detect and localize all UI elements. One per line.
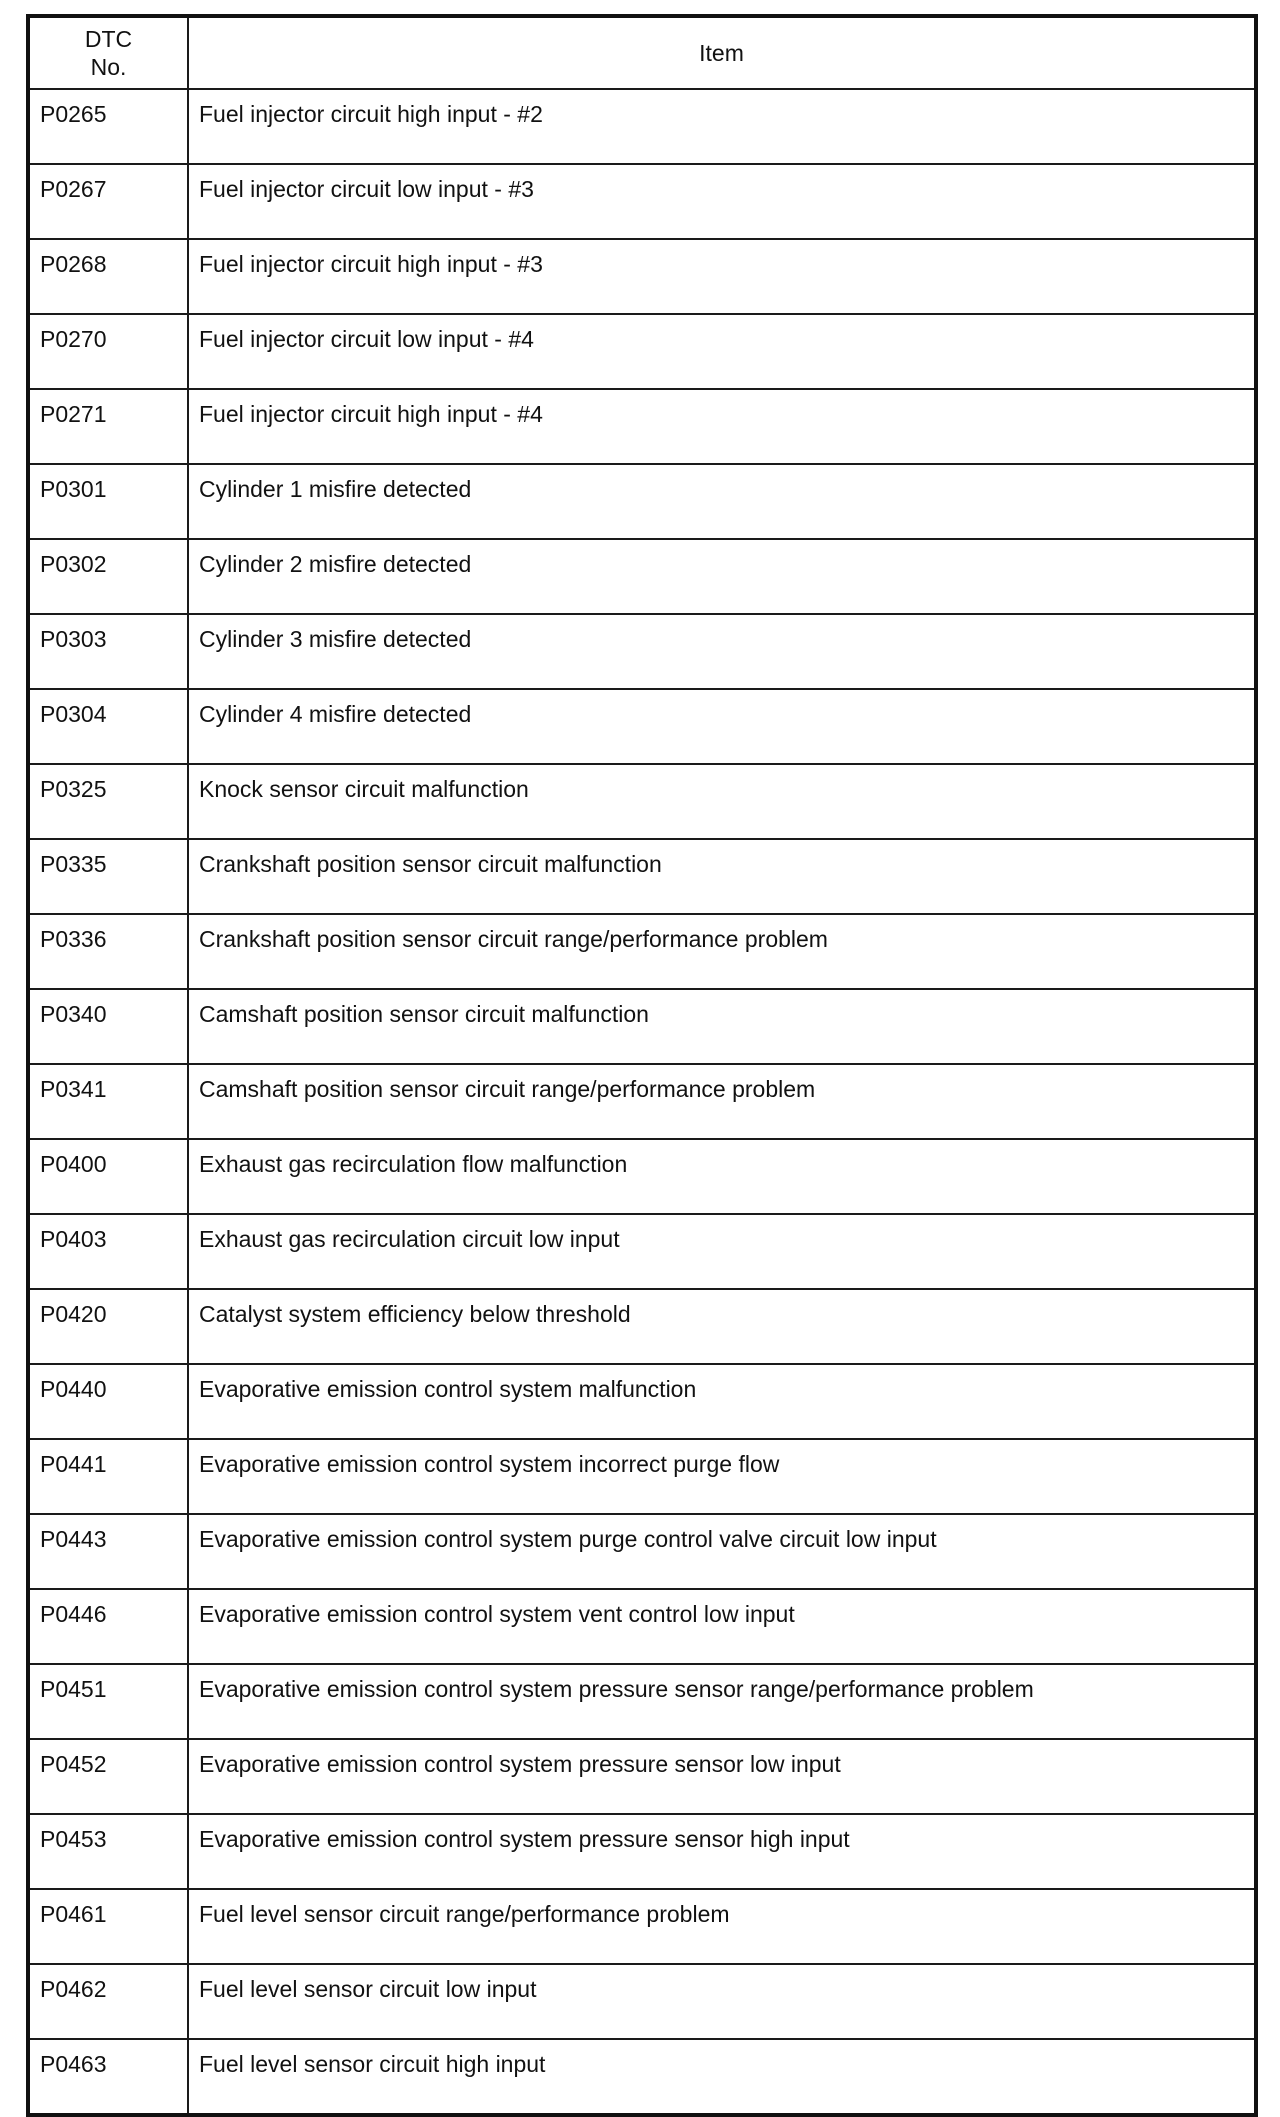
table-row (28, 1589, 1256, 1664)
table-row (28, 464, 1256, 539)
dtc-item-cell: Fuel level sensor circuit low input (188, 1964, 1256, 2039)
dtc-code-cell: P0340 (28, 989, 188, 1064)
dtc-code-cell: P0461 (28, 1889, 188, 1964)
dtc-code-cell: P0453 (28, 1814, 188, 1889)
table-row (28, 614, 1256, 689)
dtc-item-cell: Cylinder 4 misfire detected (188, 689, 1256, 764)
dtc-code-cell: P0304 (28, 689, 188, 764)
dtc-header-line2: No. (90, 54, 127, 80)
dtc-item-cell: Camshaft position sensor circuit malfunction (188, 989, 1256, 1064)
dtc-item-cell: Fuel level sensor circuit range/performance problem (188, 1889, 1256, 1964)
dtc-item-cell: Evaporative emission control system incorrect purge flow (188, 1439, 1256, 1514)
dtc-item-cell: Cylinder 1 misfire detected (188, 464, 1256, 539)
dtc-code-cell: P0325 (28, 764, 188, 839)
dtc-code-cell: P0265 (28, 89, 188, 164)
dtc-code-cell: P0302 (28, 539, 188, 614)
table-row (28, 539, 1256, 614)
dtc-item-cell: Knock sensor circuit malfunction (188, 764, 1256, 839)
dtc-code-cell: P0400 (28, 1139, 188, 1214)
table-row (28, 1289, 1256, 1364)
dtc-item-cell: Fuel injector circuit high input - #4 (188, 389, 1256, 464)
dtc-item-cell: Crankshaft position sensor circuit malfunction (188, 839, 1256, 914)
dtc-code-cell: P0301 (28, 464, 188, 539)
table-row (28, 839, 1256, 914)
dtc-code-cell: P0336 (28, 914, 188, 989)
dtc-item-cell: Cylinder 2 misfire detected (188, 539, 1256, 614)
dtc-code-cell: P0452 (28, 1739, 188, 1814)
dtc-code-cell: P0303 (28, 614, 188, 689)
dtc-code-cell: P0270 (28, 314, 188, 389)
table-row (28, 314, 1256, 389)
dtc-code-cell: P0267 (28, 164, 188, 239)
table-row (28, 1739, 1256, 1814)
dtc-item-cell: Evaporative emission control system malfunction (188, 1364, 1256, 1439)
dtc-code-cell: P0441 (28, 1439, 188, 1514)
dtc-code-cell: P0268 (28, 239, 188, 314)
dtc-code-cell: P0403 (28, 1214, 188, 1289)
table-row (28, 164, 1256, 239)
dtc-code-cell: P0463 (28, 2039, 188, 2115)
dtc-code-cell: P0271 (28, 389, 188, 464)
table-row (28, 389, 1256, 464)
dtc-item-cell: Catalyst system efficiency below threshold (188, 1289, 1256, 1364)
table-row (28, 89, 1256, 164)
dtc-item-cell: Camshaft position sensor circuit range/performance problem (188, 1064, 1256, 1139)
table-row (28, 1964, 1256, 2039)
dtc-item-cell: Fuel injector circuit high input - #2 (188, 89, 1256, 164)
dtc-item-cell: Exhaust gas recirculation circuit low input (188, 1214, 1256, 1289)
dtc-item-cell: Cylinder 3 misfire detected (188, 614, 1256, 689)
table-row (28, 689, 1256, 764)
dtc-item-cell: Fuel injector circuit low input - #4 (188, 314, 1256, 389)
table-body (28, 89, 1256, 2115)
table-row (28, 989, 1256, 1064)
table-header (28, 16, 1256, 89)
dtc-item-cell: Fuel injector circuit high input - #3 (188, 239, 1256, 314)
dtc-code-cell: P0451 (28, 1664, 188, 1739)
table-row (28, 2039, 1256, 2115)
table-row (28, 1214, 1256, 1289)
table-row (28, 764, 1256, 839)
dtc-item-cell: Evaporative emission control system pressure sensor high input (188, 1814, 1256, 1889)
dtc-code-cell: P0341 (28, 1064, 188, 1139)
dtc-item-cell: Evaporative emission control system pressure sensor range/performance problem (188, 1664, 1256, 1739)
dtc-item-cell: Fuel injector circuit low input - #3 (188, 164, 1256, 239)
dtc-no-header (28, 16, 188, 89)
dtc-table (26, 14, 1258, 2117)
table-row (28, 1514, 1256, 1589)
dtc-code-cell: P0462 (28, 1964, 188, 2039)
dtc-code-cell: P0440 (28, 1364, 188, 1439)
table-row (28, 1664, 1256, 1739)
item-header: Item (188, 16, 1256, 89)
dtc-item-cell: Evaporative emission control system vent control low input (188, 1589, 1256, 1664)
dtc-item-cell: Crankshaft position sensor circuit range/performance problem (188, 914, 1256, 989)
table-row (28, 239, 1256, 314)
table-row (28, 1364, 1256, 1439)
dtc-code-cell: P0446 (28, 1589, 188, 1664)
dtc-item-cell: Fuel level sensor circuit high input (188, 2039, 1256, 2115)
dtc-code-cell: P0335 (28, 839, 188, 914)
table-row (28, 1889, 1256, 1964)
header-row (28, 16, 1256, 89)
table-row (28, 1064, 1256, 1139)
dtc-header-line1: DTC (84, 26, 133, 52)
dtc-item-cell: Evaporative emission control system pressure sensor low input (188, 1739, 1256, 1814)
dtc-item-cell: Exhaust gas recirculation flow malfunction (188, 1139, 1256, 1214)
dtc-code-cell: P0420 (28, 1289, 188, 1364)
table-row (28, 914, 1256, 989)
dtc-item-cell: Evaporative emission control system purge control valve circuit low input (188, 1514, 1256, 1589)
table-row (28, 1439, 1256, 1514)
table-row (28, 1814, 1256, 1889)
table-row (28, 1139, 1256, 1214)
dtc-code-cell: P0443 (28, 1514, 188, 1589)
